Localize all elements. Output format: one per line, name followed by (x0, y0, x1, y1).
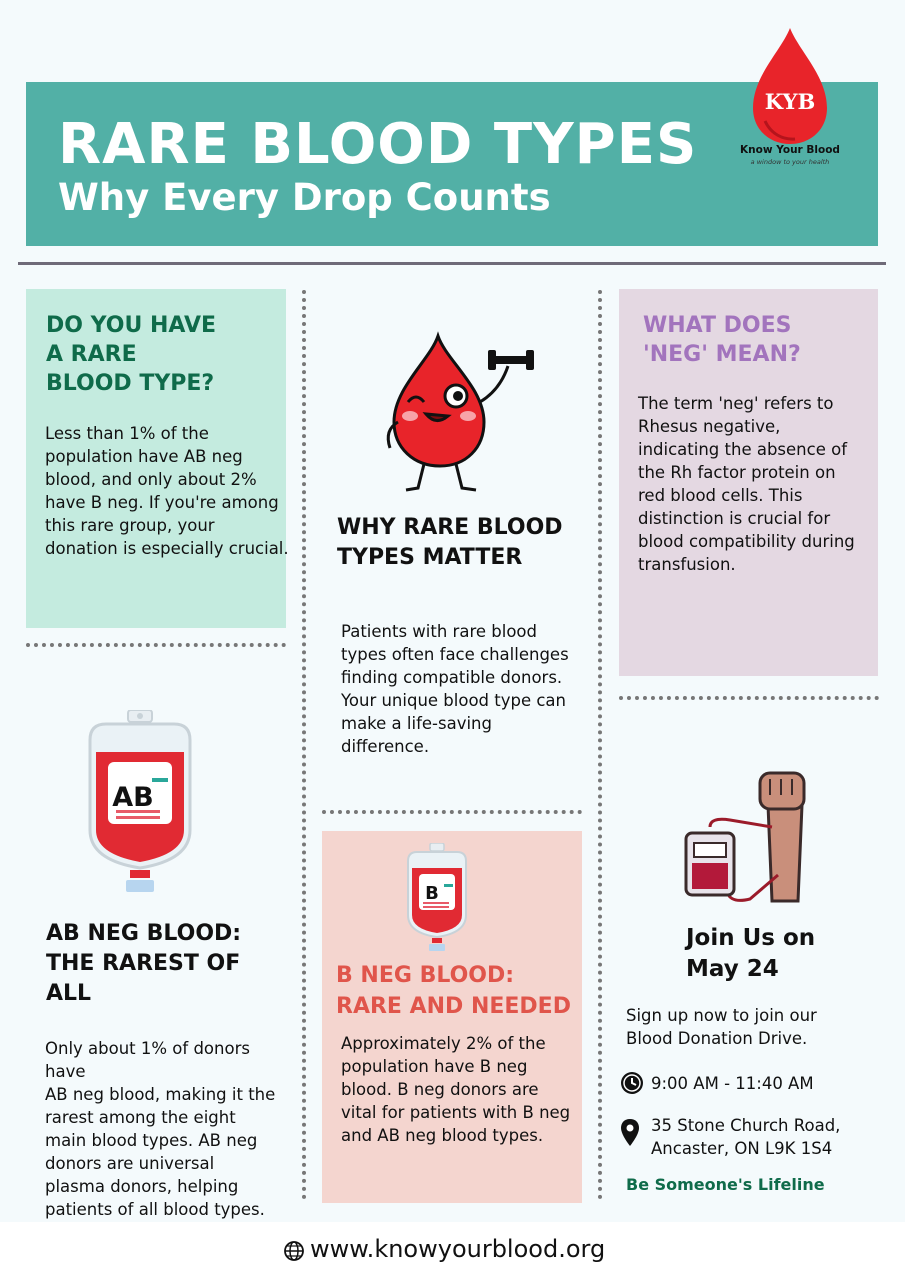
body-line: plasma donors, helping (45, 1177, 239, 1196)
location-pin-icon (620, 1118, 640, 1148)
ab-neg-heading (46, 919, 241, 1009)
row-divider-right (619, 696, 879, 700)
column-divider-right (598, 290, 602, 1200)
heading-line: May 24 (686, 956, 779, 982)
ab-neg-body (45, 1037, 295, 1221)
blood-donation-arm-icon (680, 765, 810, 907)
event-heading (686, 923, 815, 985)
heading-line: THE RAREST OF (46, 951, 241, 976)
heading-line: ALL (46, 981, 92, 1006)
heading-line: A RARE (46, 342, 137, 367)
blood-drop-mascot-icon (380, 330, 540, 500)
b-neg-heading (336, 960, 571, 1022)
page-subtitle: Why Every Drop Counts (58, 176, 551, 219)
kyb-logo (735, 26, 855, 176)
header-divider (18, 262, 886, 265)
body-line: donors are universal (45, 1154, 215, 1173)
heading-line: Join Us on (686, 925, 816, 951)
column-divider-left (302, 290, 306, 1200)
heading-line: WHAT DOES (643, 313, 792, 338)
clock-icon (619, 1070, 645, 1096)
body-line: have (45, 1062, 86, 1081)
ab-blood-bag (80, 710, 200, 895)
ab-bag-label: AB (112, 782, 154, 813)
globe-icon (283, 1240, 305, 1262)
body-line: patients of all blood types. (45, 1200, 265, 1219)
row-divider-middle (322, 810, 582, 814)
b-blood-bag (402, 843, 472, 953)
heading-line: BLOOD TYPE? (46, 371, 215, 396)
blood-drop-mascot (380, 330, 540, 500)
address-line: 35 Stone Church Road, (651, 1116, 841, 1135)
logo-tagline: a window to your health (750, 158, 830, 166)
why-matter-body: Patients with rare blood types often face challenges finding compatible donors. Your unique blood type can make a life-saving difference. (341, 622, 569, 756)
event-time: 9:00 AM - 11:40 AM (651, 1074, 814, 1093)
page-title: RARE BLOOD TYPES (58, 112, 698, 177)
b-neg-body: Approximately 2% of the population have B neg blood. B neg donors are vital for patients with B neg and AB neg blood types. (341, 1034, 571, 1145)
event-address (651, 1114, 840, 1160)
neg-meaning-heading (643, 311, 801, 369)
body-line: main blood types. AB neg (45, 1131, 258, 1150)
rare-type-heading (46, 311, 216, 398)
b-bag-label: B (425, 883, 439, 904)
heading-line: WHY RARE BLOOD (337, 515, 563, 540)
heading-line: RARE AND NEEDED (336, 994, 571, 1019)
website-link[interactable]: www.knowyourblood.org (310, 1235, 606, 1263)
body-line: Only about 1% of donors (45, 1039, 250, 1058)
logo-name: Know Your Blood (740, 144, 840, 156)
heading-line: AB NEG BLOOD: (46, 921, 242, 946)
row-divider-left (26, 643, 286, 647)
heading-line: B NEG BLOOD: (336, 963, 515, 988)
event-tagline: Be Someone's Lifeline (626, 1175, 825, 1194)
address-line: Ancaster, ON L9K 1S4 (651, 1139, 833, 1158)
event-body: Sign up now to join our Blood Donation Drive. (626, 1006, 817, 1048)
rare-type-body: Less than 1% of the population have AB neg blood, and only about 2% have B neg. If you're among this rare group, your donation is especially crucial. (45, 424, 289, 558)
logo-initials: KYB (764, 89, 816, 114)
donation-illustration (680, 765, 810, 907)
why-matter-heading (337, 513, 563, 573)
heading-line: DO YOU HAVE (46, 313, 216, 338)
neg-meaning-body: The term 'neg' refers to Rhesus negative, indicating the absence of the Rh factor protein on red blood cells. This distinction is crucial for blood compatibility during transfusion. (638, 394, 855, 574)
body-line: rarest among the eight (45, 1108, 236, 1127)
heading-line: 'NEG' MEAN? (643, 342, 801, 367)
heading-line: TYPES MATTER (337, 545, 523, 570)
body-line: AB neg blood, making it the (45, 1085, 276, 1104)
